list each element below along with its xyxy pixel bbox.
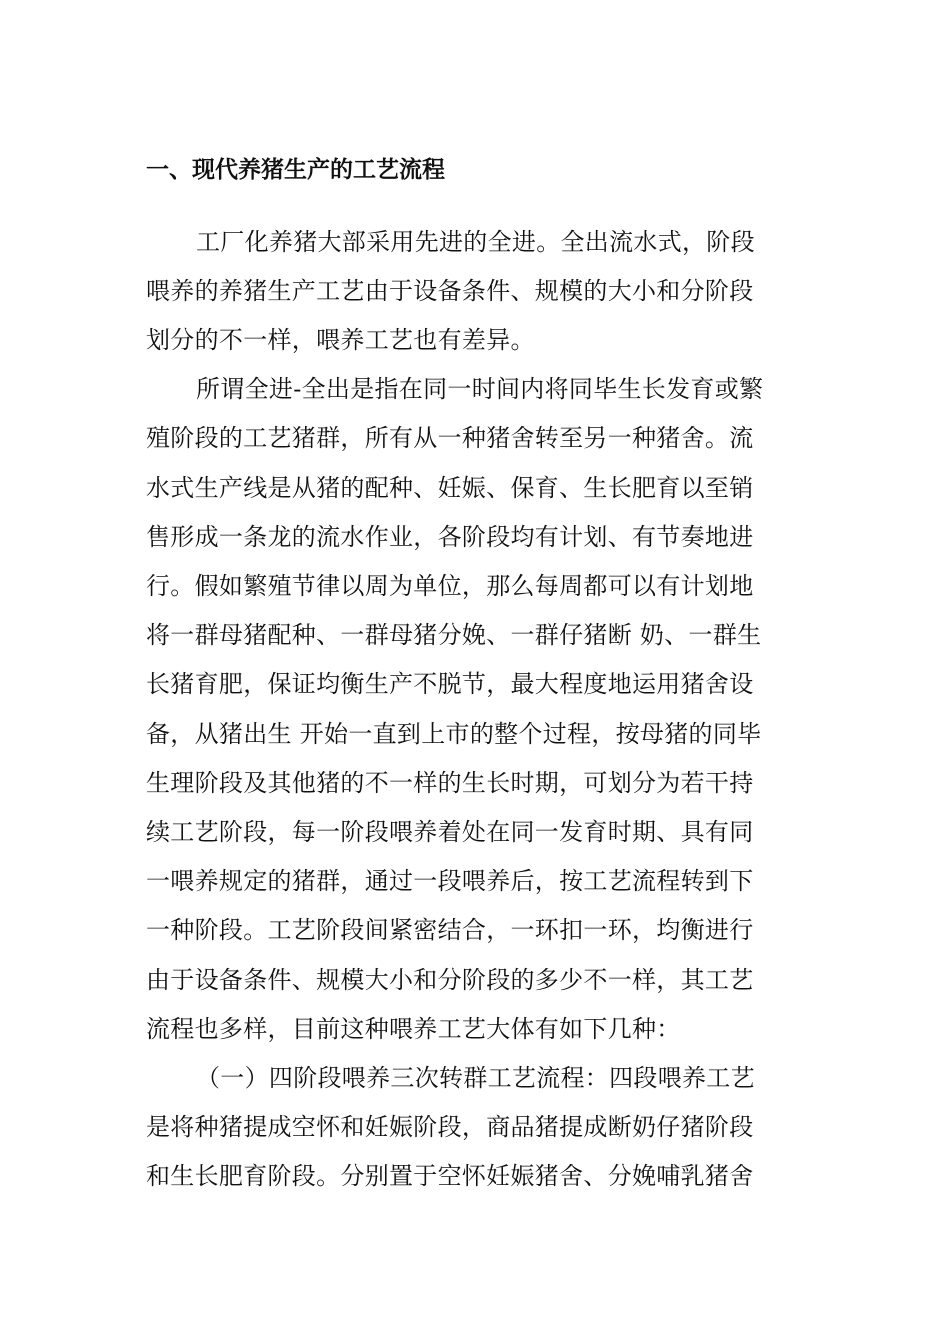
paragraph-line: 续工艺阶段，每一阶段喂养着处在同一发育时期、具有同 (146, 818, 754, 846)
paragraph-line: 工厂化养猪大部采用先进的全进。全出流水式，阶段 (196, 228, 755, 256)
paragraph-line: 喂养的养猪生产工艺由于设备条件、规模的大小和分阶段 (146, 277, 754, 305)
paragraph-line: 水式生产线是从猪的配种、妊娠、保育、生长肥育以至销 (146, 474, 754, 502)
paragraph-line: 将一群母猪配种、一群母猪分娩、一群仔猪断 奶、一群生 (146, 621, 762, 649)
paragraph-line: 长猪育肥，保证均衡生产不脱节，最大程度地运用猪舍设 (146, 670, 754, 698)
paragraph-line: 是将种猪提成空怀和妊娠阶段，商品猪提成断奶仔猪阶段 (146, 1113, 754, 1141)
paragraph-line: 行。假如繁殖节律以周为单位，那么每周都可以有计划地 (146, 572, 754, 600)
paragraph-line: 划分的不一样，喂养工艺也有差异。 (146, 326, 535, 354)
paragraph-line: 售形成一条龙的流水作业，各阶段均有计划、有节奏地进 (146, 523, 754, 551)
section-heading: 一、现代养猪生产的工艺流程 (146, 156, 445, 183)
paragraph-line: 由于设备条件、规模大小和分阶段的多少不一样，其工艺 (146, 966, 754, 994)
paragraph-line: 备，从猪出生 开始一直到上市的整个过程，按母猪的同毕 (146, 720, 762, 748)
paragraph-line: 和生长肥育阶段。分别置于空怀妊娠猪舍、分娩哺乳猪舍 (146, 1162, 754, 1190)
paragraph-line: （一）四阶段喂养三次转群工艺流程：四段喂养工艺 (196, 1064, 755, 1092)
paragraph-line: 殖阶段的工艺猪群，所有从一种猪舍转至另一种猪舍。流 (146, 424, 754, 452)
paragraph-line: 所谓全进-全出是指在同一时间内将同毕生长发育或繁 (196, 375, 764, 403)
paragraph-line: 一种阶段。工艺阶段间紧密结合，一环扣一环，均衡进行 (146, 916, 754, 944)
paragraph-line: 一喂养规定的猪群，通过一段喂养后，按工艺流程转到下 (146, 867, 754, 895)
paragraph-line: 生理阶段及其他猪的不一样的生长时期，可划分为若干持 (146, 769, 754, 797)
paragraph-line: 流程也多样，目前这种喂养工艺大体有如下几种： (146, 1015, 681, 1043)
